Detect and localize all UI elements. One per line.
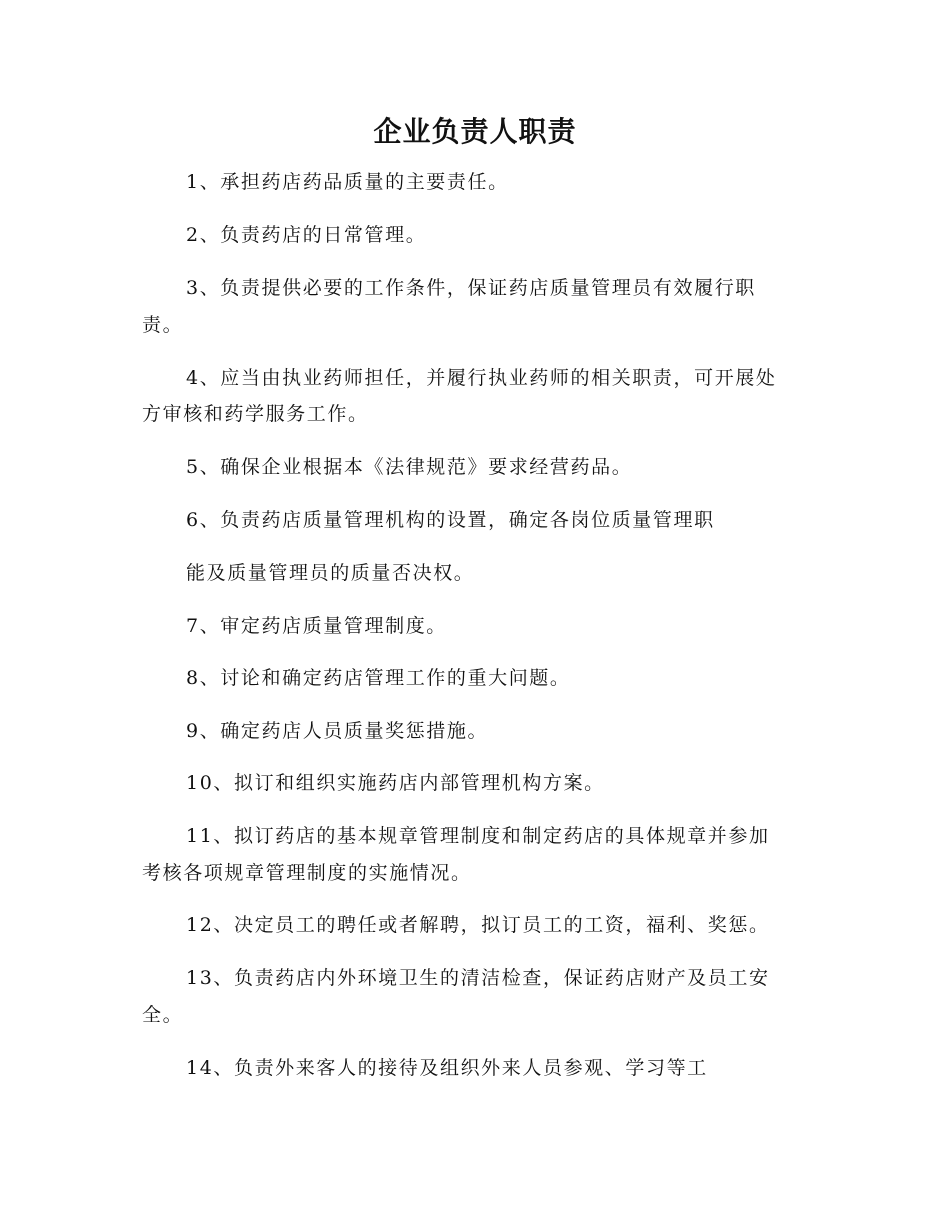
page-title: 企业负责人职责 xyxy=(373,115,577,148)
paragraph-line: 8、讨论和确定药店管理工作的重大问题。 xyxy=(186,667,571,689)
paragraph-line: 能及质量管理员的质量否决权。 xyxy=(186,562,475,584)
paragraph-line: 6、负责药店质量管理机构的设置，确定各岗位质量管理职 xyxy=(186,509,715,531)
paragraph-line: 10、拟订和组织实施药店内部管理机构方案。 xyxy=(186,772,605,794)
paragraph-line: 方审核和药学服务工作。 xyxy=(142,403,369,425)
paragraph-line: 全。 xyxy=(142,1004,184,1026)
paragraph-line: 5、确保企业根据本《法律规范》要求经营药品。 xyxy=(186,456,633,478)
paragraph-line: 责。 xyxy=(142,314,184,336)
paragraph-line: 9、确定药店人员质量奖惩措施。 xyxy=(186,720,489,742)
paragraph-line: 11、拟订药店的基本规章管理制度和制定药店的具体规章并参加 xyxy=(186,825,770,847)
paragraph-line: 7、审定药店质量管理制度。 xyxy=(186,615,447,637)
paragraph-line: 12、决定员工的聘任或者解聘，拟订员工的工资，福利、奖惩。 xyxy=(186,914,770,936)
paragraph-line: 2、负责药店的日常管理。 xyxy=(186,224,427,246)
paragraph-line: 4、应当由执业药师担任，并履行执业药师的相关职责，可开展处 xyxy=(186,367,777,389)
paragraph-line: 3、负责提供必要的工作条件，保证药店质量管理员有效履行职 xyxy=(186,277,756,299)
paragraph-line: 14、负责外来客人的接待及组织外来人员参观、学习等工 xyxy=(186,1057,708,1079)
paragraph-line: 考核各项规章管理制度的实施情况。 xyxy=(142,862,472,884)
paragraph-line: 1、承担药店药品质量的主要责任。 xyxy=(186,171,509,193)
paragraph-line: 13、负责药店内外环境卫生的清洁检查，保证药店财产及员工安 xyxy=(186,967,770,989)
